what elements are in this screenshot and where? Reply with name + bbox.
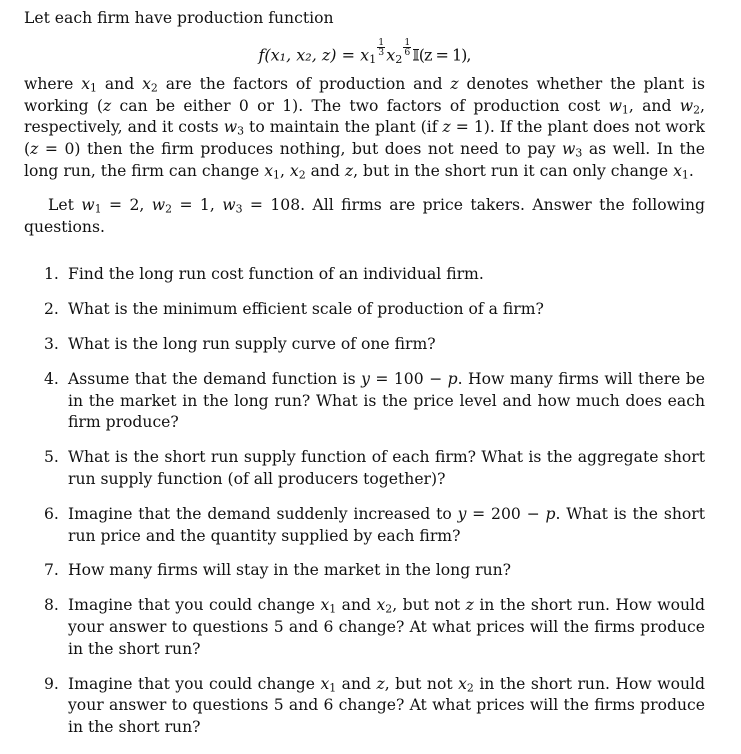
production-function-formula — [24, 38, 705, 70]
question-number: 1. — [44, 265, 59, 284]
question-item — [24, 595, 705, 660]
formula-base-x2: x — [386, 45, 396, 65]
question-number: 6. — [44, 504, 59, 523]
question-text: Imagine that the demand suddenly increased to y = 200 − p. What is the short run price and the quantity supplied by each firm? — [68, 504, 705, 545]
question-number: 2. — [44, 300, 59, 319]
question-item — [24, 674, 705, 739]
question-number: 8. — [44, 596, 59, 615]
formula-lhs: f(x₁, x₂, z) = — [258, 45, 361, 65]
question-item — [24, 369, 705, 434]
exp2-denominator: 6 — [404, 47, 411, 59]
parameters-paragraph: Let $w_1 = 2$, $w_2 = 1$, $w_3 = 108$. All firms are price takers. Answer the following questions. — [24, 195, 705, 236]
exp2-numerator: 1 — [404, 36, 411, 48]
question-number: 4. — [44, 369, 59, 388]
exp1-numerator: 1 — [378, 36, 385, 48]
question-text: What is the long run supply curve of one firm? — [68, 334, 436, 353]
question-text: Imagine that you could change $x_1$ and z, but not $x_2$ in the short run. How would your answer to questions 5 and 6 change? At what prices will the firms produce in the short run? — [68, 674, 706, 737]
question-item — [24, 560, 705, 582]
question-item — [24, 447, 705, 491]
question-number: 3. — [44, 334, 59, 353]
question-text: Find the long run cost function of an individual firm. — [68, 265, 484, 284]
question-item — [24, 299, 705, 321]
question-item — [24, 264, 705, 286]
formula-base-x1: x — [360, 45, 370, 65]
question-text: How many firms will stay in the market in the long run? — [68, 561, 512, 580]
question-text: Assume that the demand function is y = 100 − p. How many firms will there be in the market in the long run? What is the price level and how much does each firm produce? — [68, 369, 705, 432]
exp1-denominator: 3 — [378, 47, 385, 59]
question-number: 5. — [44, 448, 59, 467]
question-item — [24, 334, 705, 356]
formula-sub-2: 2 — [395, 52, 403, 66]
formula-exponent-2 — [403, 38, 411, 58]
intro-text: Let each firm have production function — [24, 9, 334, 27]
question-item — [24, 504, 705, 548]
question-text: What is the short run supply function of each firm? What is the aggregate short run supply function (of all producers together)? — [68, 448, 705, 488]
question-number: 7. — [44, 561, 59, 580]
question-text: What is the minimum efficient scale of production of a firm? — [68, 300, 544, 319]
question-text: Imagine that you could change $x_1$ and $x_2$, but not z in the short run. How would your answer to questions 5 and 6 change? At what prices will the firms produce in the short run? — [68, 596, 706, 658]
formula-sub-1: 1 — [369, 52, 377, 66]
description-paragraph: where $x_1$ and $x_2$ are the factors of production and z denotes whether the plant is working (z can be either 0 or 1). The two factors of production cost $w_1$, and $w_2$, respectively, and it costs $w_3$ to maintain the plant (if z = 1). If the plant does not work (z = 0) then the firm produces nothing, but does not need to pay $w_3$ as well. In the long run, the firm can change $x_1$, $x_2$ and z, but in the short run it can only change $x_1$. — [24, 74, 706, 182]
question-list — [24, 264, 705, 739]
question-number: 9. — [44, 674, 59, 693]
formula-exponent-1 — [377, 38, 385, 58]
formula-indicator: 𝕀(z = 1), — [412, 45, 471, 65]
problem-document — [24, 8, 705, 752]
